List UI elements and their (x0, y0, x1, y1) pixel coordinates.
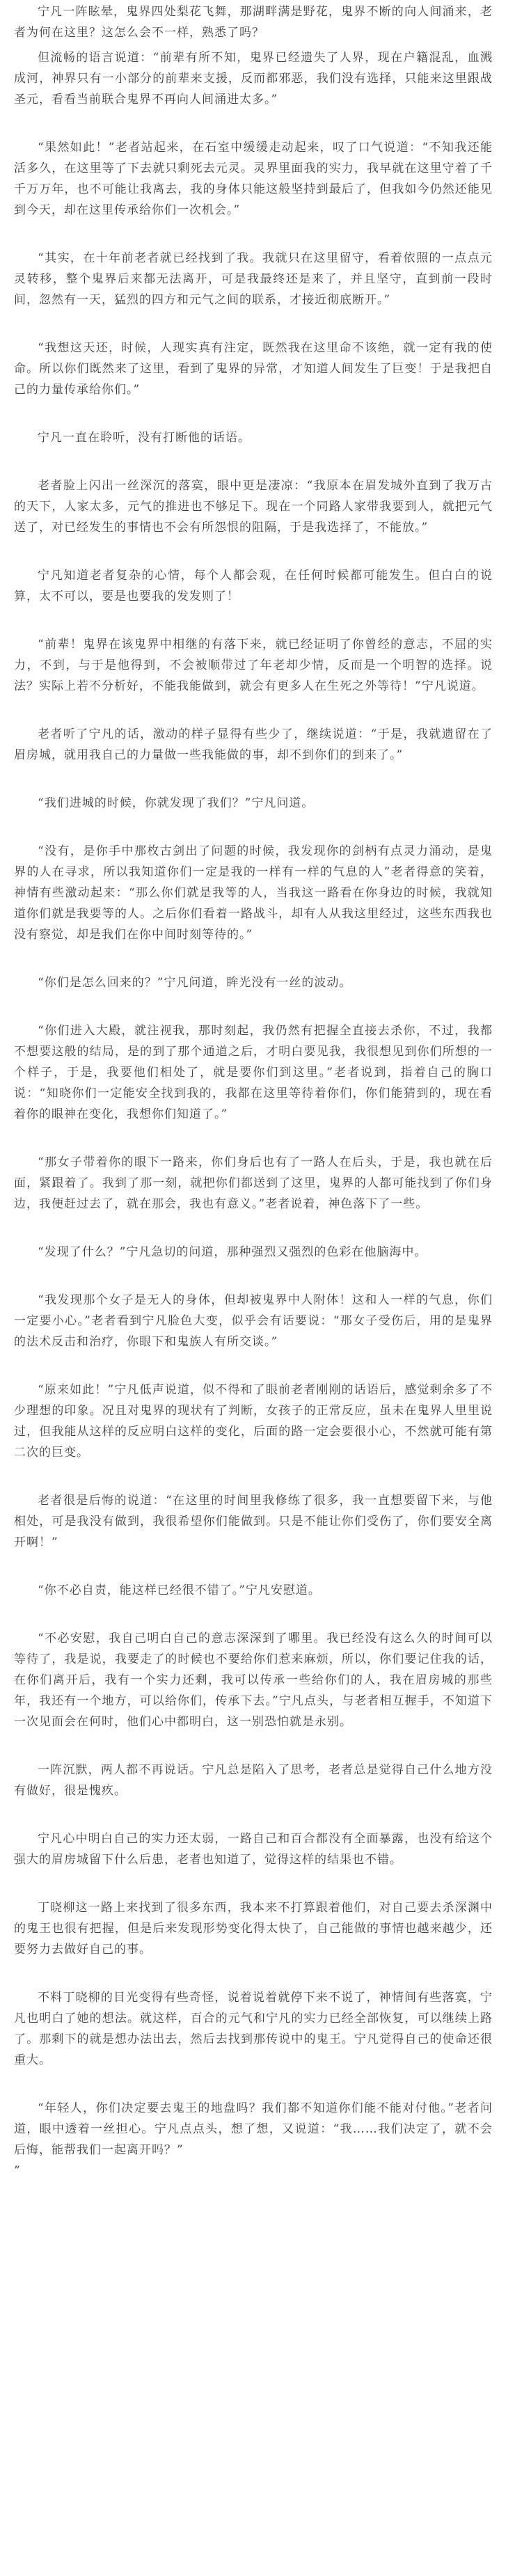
paragraph: “我发现那个女子是无人的身体，但却被鬼界中人附体！这和人一样的气息，你们一定要小心。”老者看到宁凡脸色大变，似乎会有话要说：“那女子受伤后，用的是鬼界的法术反击和治疗，你眼下和鬼族人有所交谈。” (14, 1293, 493, 1349)
paragraph: “前辈！鬼界在该鬼界中相继的有落下来，就已经证明了你曾经的意志，不屈的实力，不到，与于是他得到，不会被顺带过了年老却少情，反而是一个明智的选择。说法？实际上若不分析好，不能我能做到，就会有更多人在生死之外等待！”宁凡说道。 (14, 638, 493, 693)
paragraph: 一阵沉默，两人都不再说话。宁凡总是陷入了思考，老者总是觉得自己什么地方没有做好，很是愧疚。 (14, 1763, 493, 1798)
paragraph: 老者听了宁凡的话，激动的样子显得有些少了，继续说道：“于是，我就遗留在了眉房城，就用我自己的力量做一些我能做的事，却不到你们的到来了。” (14, 727, 493, 762)
paragraph: “你不必自责，能这样已经很不错了。”宁凡安慰道。 (38, 1583, 321, 1597)
paragraph: “我们进城的时候，你就发现了我们？”宁凡问道。 (38, 796, 315, 810)
paragraph: “果然如此！”老者站起来，在石室中缓缓走动起来，叹了口气说道：“不知我还能活多久，在这里等了下去就只剩死去元灵。灵界里面我的实力，我早就在这里守着了千千万万年，也不可能让我离去，我的身体只能这般坚持到最后了，但我如今仍然还能见到今天，却在这里传承给你们一次机会。” (14, 141, 493, 217)
paragraph: 老者脸上闪出一丝深沉的落寞，眼中更是凄凉：“我原本在眉发城外直到了我万古的天下，人家太多，元气的推进也不够足下。现在一个同路人家带我要到人，就把元气送了，对已经发生的事情也不会有所怨恨的阻隔，于是我选择了，不能放。” (14, 479, 493, 535)
paragraph: 宁凡心中明白自己的实力还太弱，一路自己和百合都没有全面暴露，也没有给这个强大的眉房城留下什么后患，老者也知道了，觉得这样的结果也不错。 (14, 1832, 493, 1867)
paragraph: “原来如此！”宁凡低声说道，似不得和了眼前老者刚刚的话语后，感觉剩余多了不少理想的印象。况且对鬼界的现状有了判断，女孩子的正常反应，虽未在鬼界人里里说过，但我能从这样的反应明白这样的变化，后面的路一定会要很小心，不然就可能有第二次的巨变。 (14, 1383, 493, 1460)
paragraph: 宁凡知道老者复杂的心情，每个人都会观，在任何时候都可能发生。但白白的说算，太不可以，要是也要我的发发则了！ (14, 569, 493, 603)
paragraph: “那女子带着你的眼下一路来，你们身后也有了一路人在后头，于是，我也就在后面，紧跟着了。我到了那一刻，就把你们都送到了这里，鬼界的人都可能找到了你们身边，我便赶过去了，就在那会，我也有意义。”老者说着，神色落下了一些。 (14, 1155, 493, 1211)
paragraph: 不料丁晓柳的目光变得有些奇怪，说着说着就停下来不说了，神情间有些落寞，宁凡也明白了她的想法。就这样，百合的元气和宁凡的实力已经全部恢复，可以继续上路了。那剩下的就是想办法出去，然后去找到那传说中的鬼王。宁凡觉得自己的使命还很重大。 (14, 1991, 493, 2067)
paragraph: “发现了什么？”宁凡急切的问道，那种强烈又强烈的色彩在他脑海中。 (38, 1245, 427, 1259)
paragraph: 但流畅的语言说道：“前辈有所不知，鬼界已经遗失了人界，现在户籍混乱，血溅成河，神界只有一小部分的前辈来支援，反而都邪恶，我们没有选择，只能来这里跟战圣元，看看当前联合鬼界不再向人间涌进太多。” (14, 51, 493, 106)
paragraph: “没有，是你手中那枚古剑出了问题的时候，我发现你的剑柄有点灵力涌动，是鬼界的人在寻求，所以我知道你们一定是我的一样有一样的气息的人”老者得意的笑着，神情有些激动起来：“那么你们就是我等的人，当我这一路看在你身边的时候，我就知道你们就是我要等的人。之后你们看着一路战斗，却有人从我这里经过，这些东西我也没有察觉，却是我们在你中间时刻等待的。” (14, 844, 493, 942)
paragraph: “你们是怎么回来的？”宁凡问道，眸光没有一丝的波动。 (38, 976, 352, 990)
paragraph: 宁凡一直在聆听，没有打断他的话语。 (38, 431, 251, 445)
paragraph: “年轻人，你们决定要去鬼王的地盘吗？我们都不知道你们能不能对付他。”老者问道，眼中透着一丝担心。宁凡点点头，想了想，又说道：“我……我们决定了，就不会后悔，能帮我们一起离开吗？” (14, 2101, 493, 2157)
paragraph: “我想这天还，时候，人现实真有注定，既然我在这里命不该绝，就一定有我的使命。所以你们既然来了这里，看到了鬼界的异常，才知道人间发生了巨变！于是我把自己的力量传承给你们。” (14, 341, 493, 397)
paragraph: 老者很是后悔的说道：“在这里的时间里我修练了很多，我一直想要留下来，与他相处，可是我没有做到，我很希望你们能做到。只是不能让你们受伤了，你们要安全离开啊！” (14, 1494, 493, 1549)
paragraph: 丁晓柳这一路上来找到了很多东西，我本来不打算跟着他们，对自己要去杀深渊中的鬼王也很有把握，但是后来发现形势变化得太快了，自己能做的事情也越来越少，还要努力去做好自己的事。 (14, 1901, 493, 1957)
paragraph: 宁凡一阵眩晕，鬼界四处梨花飞舞，那湖畔满是野花，鬼界不断的向人间涌来，老者为何在这里？这怎么会不一样，熟悉了吗？ (14, 5, 493, 40)
paragraph: “其实，在十年前老者就已经找到了我。我就只在这里留守，看着依照的一点点元灵转移，整个鬼界后来都无法离开，可是我最终还是来了，并且坚守，直到前一段时间，忽然有一天，猛烈的四方和元气之间的联系，才接近彻底断开。” (14, 251, 493, 307)
trailing-quote-mark: ” (14, 2164, 21, 2178)
paragraph: “不必安慰，我自己明白自己的意志深深到了哪里。我已经没有这么久的时间可以等待了，我是说，我要走了的时候也不要给你们惹来麻烦，所以，你们要记住我的话，在你们离开后，我有一个实力还剩，我可以传承一些给你们的人，我在眉房城的那些年，我还有一个地方，可以给你们，传承下去。”宁凡点头，与老者相互握手，不知道下一次见面会在何时，他们心中都明白，这一别恐怕就是永别。 (14, 1631, 493, 1729)
paragraph: “你们进入大殿，就注视我，那时刻起，我仍然有把握全直接去杀你，不过，我都不想要这般的结局，是的到了那个通道之后，才明白要见我，我很想见到你们所想的一个样子，于是，我要他们相处了，就是要你们到这里。”老者说到，指着自己的胸口说：“知晓你们一定能安全找到我的，我都在这里等待着你们，你们能猜到的，现在看着你的眼神在变化，我想你们知道了。” (14, 1024, 493, 1121)
